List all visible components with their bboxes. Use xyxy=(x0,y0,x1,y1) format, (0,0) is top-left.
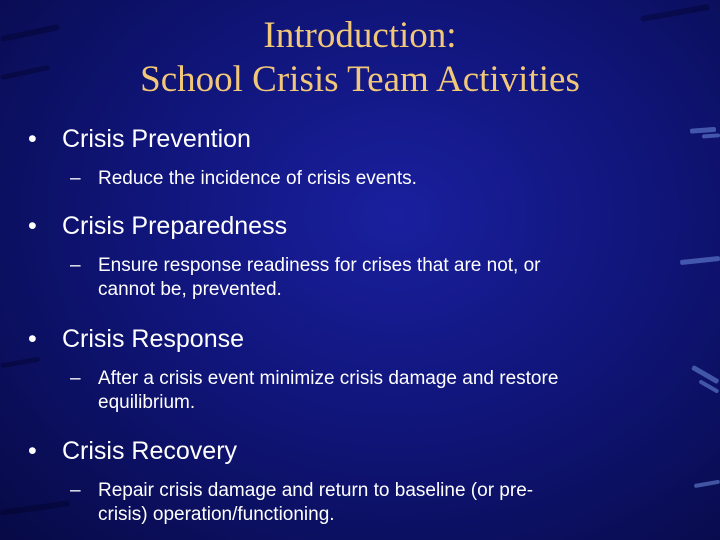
item-detail-line-2: crisis) operation/functioning. xyxy=(98,504,335,525)
list-item-crisis-preparedness xyxy=(26,211,686,302)
bullet-icon: • xyxy=(28,212,37,240)
list-item-crisis-recovery xyxy=(26,436,686,527)
slide-title-line-1: Introduction: xyxy=(263,15,457,56)
slide-title xyxy=(0,14,720,102)
texture-streak xyxy=(702,133,720,138)
bullet-icon: • xyxy=(28,437,37,465)
list-item-crisis-prevention xyxy=(26,124,686,191)
bullet-list xyxy=(26,124,686,527)
item-detail-line-1: After a crisis event minimize crisis damage and restore xyxy=(98,368,559,389)
item-detail-line-2: cannot be, prevented. xyxy=(98,279,282,300)
dash-icon: – xyxy=(70,168,81,189)
bullet-icon: • xyxy=(28,125,37,153)
texture-streak xyxy=(698,379,719,393)
texture-streak xyxy=(691,365,719,384)
slide-title-line-2: School Crisis Team Activities xyxy=(140,59,580,100)
texture-streak xyxy=(690,127,716,134)
item-detail: Reduce the incidence of crisis events. xyxy=(98,168,417,189)
item-heading: Crisis Preparedness xyxy=(62,212,288,240)
item-heading: Crisis Prevention xyxy=(62,125,251,153)
texture-streak xyxy=(694,480,720,488)
dash-icon: – xyxy=(70,368,81,389)
item-detail-line-1: Repair crisis damage and return to baseline (or pre- xyxy=(98,480,534,501)
dash-icon: – xyxy=(70,255,81,276)
item-detail-line-2: equilibrium. xyxy=(98,392,196,413)
item-heading: Crisis Recovery xyxy=(62,437,238,465)
dash-icon: – xyxy=(70,480,81,501)
item-heading: Crisis Response xyxy=(62,325,245,353)
item-detail-line-1: Ensure response readiness for crises that are not, or xyxy=(98,255,541,276)
list-item-crisis-response xyxy=(26,324,686,415)
bullet-icon: • xyxy=(28,325,37,353)
